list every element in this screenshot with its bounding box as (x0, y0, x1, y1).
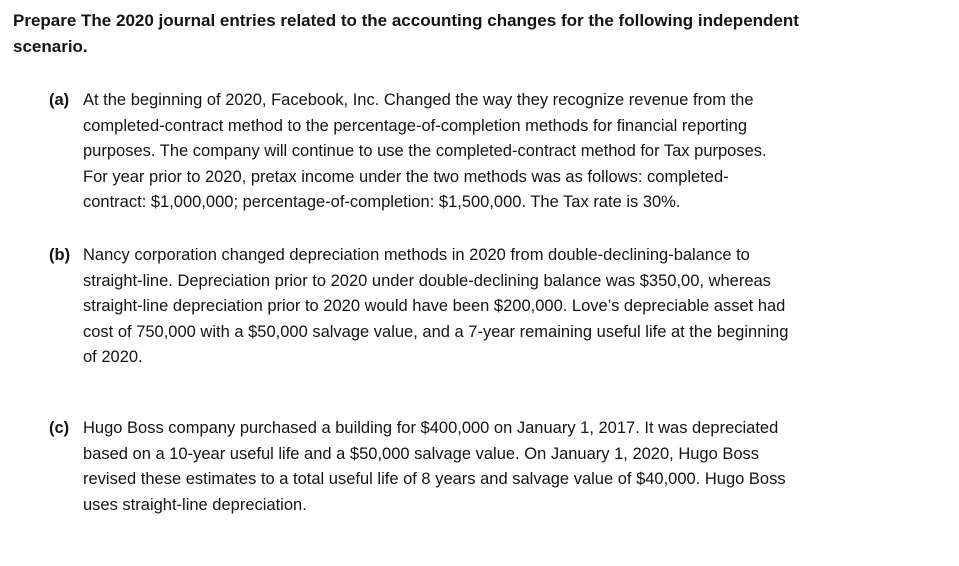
scenario-a-line-5: contract: $1,000,000; percentage-of-completion: $1,500,000. The Tax rate is 30%. (83, 193, 681, 211)
heading-line-2: scenario. (13, 37, 88, 56)
scenario-a-line-3: purposes. The company will continue to use the completed-contract method for Tax purposes. (83, 142, 767, 160)
scenario-b-line-4: cost of 750,000 with a $50,000 salvage value, and a 7-year remaining useful life at the beginning (83, 322, 789, 341)
scenario-b-line-2: straight-line. Depreciation prior to 2020 under double-declining balance was $350,00, whereas (83, 271, 771, 290)
heading-line-1: Prepare The 2020 journal entries related to the accounting changes for the following independent (13, 11, 799, 30)
scenario-c-text (83, 416, 929, 518)
scenario-a-line-1: At the beginning of 2020, Facebook, Inc. Changed the way they recognize revenue from the (83, 91, 754, 109)
scenario-a-line-2: completed-contract method to the percentage-of-completion methods for financial reporting (83, 116, 748, 135)
scenario-c-marker: (c) (49, 419, 70, 437)
scenario-a-marker: (a) (49, 91, 70, 109)
scenario-c-line-4: uses straight-line depreciation. (83, 495, 307, 514)
scenario-b-line-5: of 2020. (83, 348, 143, 366)
scenario-b-line-1: Nancy corporation changed depreciation methods in 2020 from double-declining-balance to (83, 246, 750, 264)
scenario-b-line-3: straight-line depreciation prior to 2020 would have been $200,000. Love’s depreciable asset had (83, 297, 786, 315)
scenario-a-text (83, 88, 929, 216)
question-heading (13, 8, 913, 60)
scenario-b-text (83, 243, 929, 371)
scenario-b-marker: (b) (49, 246, 71, 264)
scenario-c-line-3: revised these estimates to a total useful life of 8 years and salvage value of $40,000. Hugo Boss (83, 470, 786, 488)
scenario-c-line-1: Hugo Boss company purchased a building for $400,000 on January 1, 2017. It was depreciated (83, 419, 779, 437)
scenario-a-line-4: For year prior to 2020, pretax income under the two methods was as follows: completed- (83, 167, 729, 186)
scenario-c-line-2: based on a 10-year useful life and a $50,000 salvage value. On January 1, 2020, Hugo Boss (83, 444, 760, 463)
